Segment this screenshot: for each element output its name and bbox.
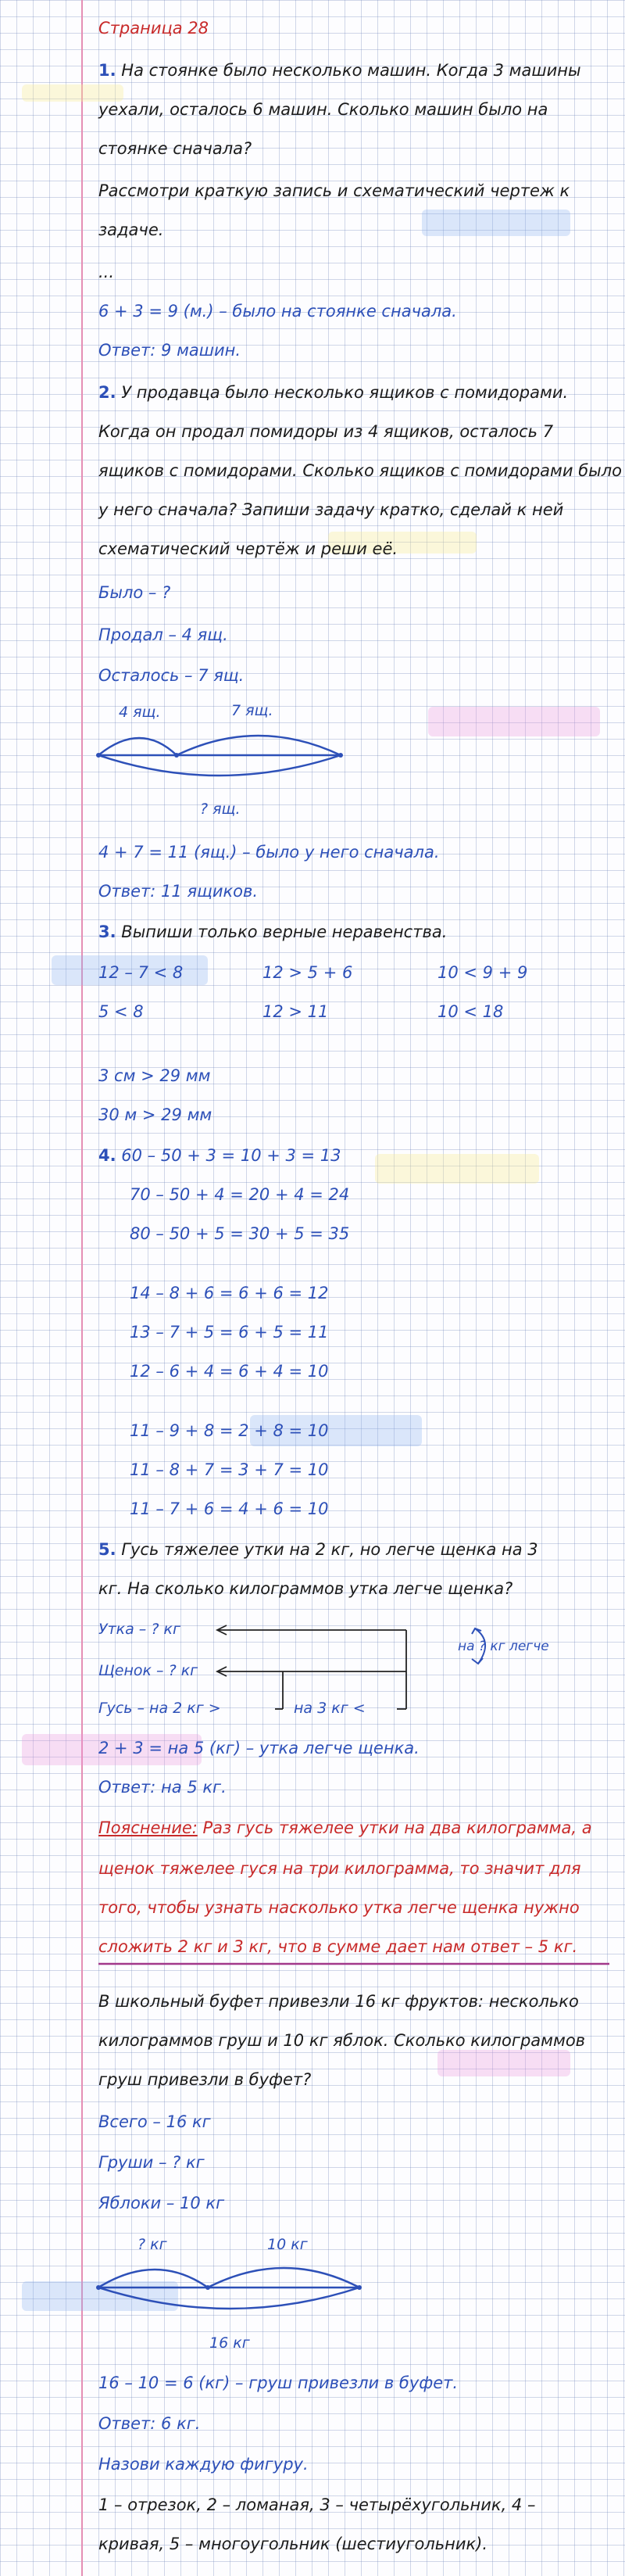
task3-extra-1: 3 см > 29 мм [98, 1066, 211, 1085]
notebook-margin-line [81, 0, 83, 2576]
task2-segment-point [174, 753, 179, 758]
task6-segment-point [357, 2285, 362, 2290]
task2-diagram-label-right: 7 ящ. [231, 702, 273, 719]
task6-diagram-label-left: ? кг [138, 2236, 167, 2253]
explanation-text: Раз гусь тяжелее утки на два килограмма, а [197, 1818, 592, 1837]
task1-text: На стоянке было несколько машин. Когда 3 машины [121, 61, 581, 80]
task6-top-arc-right [208, 2268, 359, 2288]
task2-segment-point [96, 753, 101, 758]
task2-record-3: Осталось – 7 ящ. [98, 666, 245, 685]
task2-top-arc-right [177, 736, 341, 755]
task6-record-1: Всего – 16 кг [98, 2112, 211, 2131]
task3-number: 3. [98, 923, 116, 941]
task5-duck: Утка – ? кг [98, 1621, 180, 1638]
task5-arrowhead [217, 1667, 227, 1676]
task4-group1-3: 80 – 50 + 5 = 30 + 5 = 35 [130, 1224, 350, 1243]
task1-number: 1. [98, 61, 116, 80]
highlight-mark [22, 84, 123, 102]
task6-line-3: груш привезли в буфет? [98, 2070, 312, 2089]
task2-line-2: Когда он продал помидоры из 4 ящиков, осталось 7 [98, 422, 554, 441]
task4-group2-1: 14 – 8 + 6 = 6 + 6 = 12 [130, 1284, 329, 1302]
task6-line-2: килограммов груш и 10 кг яблок. Сколько килограммов [98, 2031, 586, 2050]
explanation-label: Пояснение: [98, 1818, 198, 1837]
task2-segment-point [338, 753, 343, 758]
task5-answer: Ответ: на 5 кг. [98, 1778, 227, 1797]
task1-instruction-2: задаче. [98, 220, 164, 239]
task2-number: 2. [98, 383, 116, 402]
task1-instruction-1: Рассмотри краткую запись и схематический чертеж к [98, 181, 570, 200]
task5-puppy: Щенок – ? кг [98, 1662, 198, 1679]
task2-line-4: у него сначала? Запиши задачу кратко, сделай к ней [98, 500, 564, 519]
task3-title-line [98, 923, 447, 941]
task2-record-2: Продал – 4 ящ. [98, 625, 228, 644]
task5-line-1 [98, 1540, 538, 1559]
task1-ellipsis: ... [98, 263, 115, 281]
task5-explanation-2: щенок тяжелее гуся на три килограмма, то значит для [98, 1859, 581, 1878]
task5-goose: Гусь – на 2 кг > [98, 1700, 221, 1717]
task7-title: Назови каждую фигуру. [98, 2455, 309, 2474]
task6-solution: 16 – 10 = 6 (кг) – груш привезли в буфет. [98, 2374, 459, 2392]
highlight-mark [438, 2050, 570, 2076]
task2-line-3: ящиков с помидорами. Сколько ящиков с помидорами было [98, 461, 623, 480]
task2-line-1 [98, 383, 568, 402]
task3-row1-col1: 12 – 7 < 8 [98, 963, 184, 982]
task6-segment-point [205, 2285, 210, 2290]
task5-explanation-1 [98, 1818, 592, 1837]
task3-row1-col3: 10 < 9 + 9 [438, 963, 528, 982]
task4-group2-2: 13 – 7 + 5 = 6 + 5 = 11 [130, 1323, 329, 1342]
task1-line-2: уехали, осталось 6 машин. Сколько машин было на [98, 100, 548, 119]
task3-extra-2: 30 м > 29 мм [98, 1105, 212, 1124]
highlight-mark [22, 2281, 178, 2311]
highlight-mark [428, 707, 600, 736]
task1-answer: Ответ: 9 машин. [98, 341, 241, 360]
task5-solution: 2 + 3 = на 5 (кг) – утка легче щенка. [98, 1739, 420, 1757]
task2-top-arc-left [98, 738, 177, 755]
task5-bracket-arrowhead [472, 1628, 481, 1634]
task4-group3-3: 11 – 7 + 6 = 4 + 6 = 10 [130, 1499, 329, 1518]
task5-explanation-4: сложить 2 кг и 3 кг, что в сумме дает нам ответ – 5 кг. [98, 1937, 578, 1956]
task5-bracket-arrowhead [472, 1658, 483, 1664]
task6-record-2: Груши – ? кг [98, 2153, 205, 2172]
task5-arrowhead [217, 1625, 227, 1635]
task4-number: 4. [98, 1146, 116, 1165]
task4-group1-2: 70 – 50 + 4 = 20 + 4 = 24 [130, 1185, 350, 1204]
task6-line-1: В школьный буфет привезли 16 кг фруктов: несколько [98, 1992, 579, 2011]
task4-group3-2: 11 – 8 + 7 = 3 + 7 = 10 [130, 1460, 329, 1479]
task2-line-5: схематический чертёж и реши её. [98, 539, 398, 558]
task5-line-2: кг. На сколько килограммов утка легче щенка? [98, 1579, 513, 1598]
task3-row2-col1: 5 < 8 [98, 1002, 144, 1021]
task6-record-3: Яблоки – 10 кг [98, 2194, 225, 2212]
task7-line-2: кривая, 5 – многоугольник (шестиугольник). [98, 2535, 488, 2553]
task2-bottom-arc [98, 755, 341, 776]
task6-diagram-label-right: 10 кг [267, 2236, 308, 2253]
task7-line-1: 1 – отрезок, 2 – ломаная, 3 – четырёхугольник, 4 – [98, 2495, 536, 2514]
task5-goose-less: на 3 кг < [294, 1700, 366, 1717]
task1-line-1 [98, 61, 581, 80]
task3-title: Выпиши только верные неравенства. [121, 923, 448, 941]
task2-record-1: Было – ? [98, 583, 171, 602]
task2-segment-diagram [98, 736, 341, 776]
page-title: Страница 28 [98, 19, 209, 38]
task4-group3-1: 11 – 9 + 8 = 2 + 8 = 10 [130, 1421, 329, 1440]
highlight-mark [422, 210, 570, 236]
task2-solution: 4 + 7 = 11 (ящ.) – было у него сначала. [98, 843, 440, 862]
task2-text: У продавца было несколько ящиков с помидорами. [121, 383, 569, 402]
task6-diagram-label-bottom: 16 кг [209, 2334, 250, 2352]
highlight-mark [375, 1154, 539, 1184]
task5-number: 5. [98, 1540, 116, 1559]
task1-solution: 6 + 3 = 9 (м.) – было на стоянке сначала. [98, 302, 457, 321]
task6-answer: Ответ: 6 кг. [98, 2414, 201, 2433]
task4-line-1 [98, 1146, 341, 1165]
task4-expression: 60 – 50 + 3 = 10 + 3 = 13 [121, 1146, 341, 1165]
task5-side-note: на ? кг легче [458, 1639, 549, 1654]
task4-group2-3: 12 – 6 + 4 = 6 + 4 = 10 [130, 1362, 329, 1381]
task5-explanation-3: того, чтобы узнать насколько утка легче щенка нужно [98, 1898, 580, 1917]
task2-diagram-label-left: 4 ящ. [119, 704, 161, 721]
task2-diagram-label-bottom: ? ящ. [200, 801, 241, 818]
task3-row1-col2: 12 > 5 + 6 [262, 963, 353, 982]
task3-row2-col2: 12 > 11 [262, 1002, 329, 1021]
task1-line-3: стоянке сначала? [98, 139, 252, 158]
task5-text: Гусь тяжелее утки на 2 кг, но легче щенка на 3 [121, 1540, 538, 1559]
task3-row2-col3: 10 < 18 [438, 1002, 504, 1021]
task5-arrows [217, 1625, 406, 1709]
task2-answer: Ответ: 11 ящиков. [98, 882, 259, 901]
